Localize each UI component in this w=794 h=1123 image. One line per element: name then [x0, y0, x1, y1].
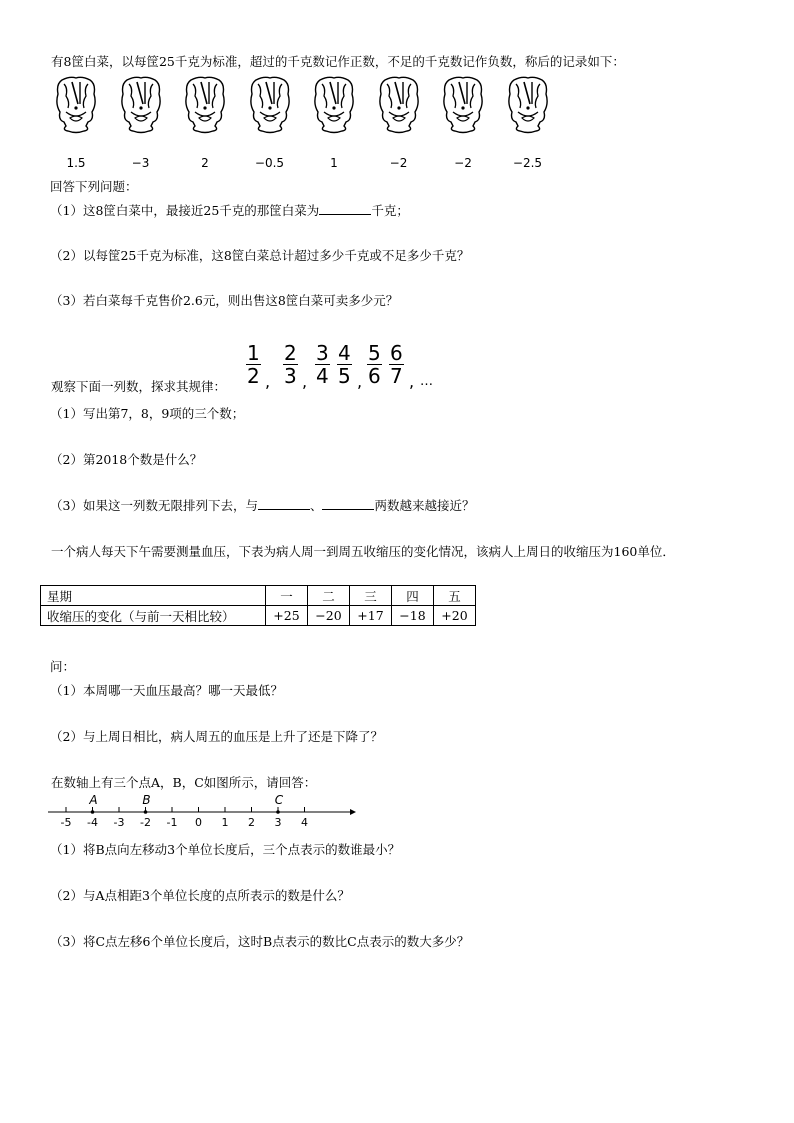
- number-line: [40, 790, 360, 830]
- fraction-2-den: 3: [284, 364, 297, 388]
- q2-sub1: （1）写出第7，8，9项的三个数；: [50, 406, 245, 421]
- fraction-4-den: 5: [338, 364, 351, 388]
- fraction-4: [337, 342, 352, 387]
- tick-label: 1: [221, 816, 229, 829]
- q4-sub3: （3）将C点左移6个单位长度后，这时B点表示的数比C点表示的数大多少？: [50, 934, 470, 949]
- table-row-label: 收缩压的变化（与前一天相比较）: [41, 606, 266, 626]
- tick-label: -3: [113, 816, 125, 829]
- fraction-5: [367, 342, 382, 387]
- comma: ,: [265, 372, 271, 391]
- cabbage-basket-icon: [310, 74, 358, 134]
- ellipsis: …: [420, 374, 433, 389]
- tick-label: 4: [301, 816, 308, 829]
- q2-intro: 观察下面一列数，探求其规律：: [51, 379, 227, 394]
- weight-record: −3: [131, 156, 150, 170]
- q3-intro: 一个病人每天下午需要测量血压，下表为病人周一到周五收缩压的变化情况，该病人上周日的收缩压为160单位．: [51, 544, 675, 559]
- table-row: [41, 606, 476, 626]
- cabbage-basket-icon: [181, 74, 229, 134]
- q3-sub1: （1）本周哪一天血压最高？哪一天最低？: [50, 683, 283, 698]
- q4-intro: 在数轴上有三个点A，B，C如图所示，请回答：: [51, 775, 317, 790]
- table-day: 四: [392, 586, 434, 606]
- table-header-row: [41, 586, 476, 606]
- point-label-a: A: [89, 793, 98, 807]
- fraction-6-den: 7: [390, 364, 403, 388]
- fraction-4-num: 4: [338, 341, 351, 365]
- table-header-label: 星期: [41, 586, 266, 606]
- tick-label: -2: [140, 816, 151, 829]
- q2-answer-blank-2[interactable]: [322, 497, 374, 510]
- q3-ask: 问：: [50, 659, 76, 674]
- fraction-3-den: 4: [316, 364, 329, 388]
- weight-record: −2: [454, 156, 472, 170]
- weight-record: 1.5: [66, 156, 86, 170]
- weight-record: −2: [389, 156, 408, 170]
- q4-sub2: （2）与A点相距3个单位长度的点所表示的数是什么？: [50, 888, 350, 903]
- q1-answer-blank[interactable]: [319, 202, 371, 215]
- fraction-1-den: 2: [247, 364, 260, 388]
- q2-sub3: [50, 496, 475, 514]
- q1-sub3: （3）若白菜每千克售价2.6元，则出售这8筐白菜可卖多少元？: [50, 293, 399, 308]
- table-change: +25: [266, 606, 308, 626]
- q3-sub2: （2）与上周日相比，病人周五的血压是上升了还是下降了？: [50, 729, 383, 744]
- q2-sub3-text-b: 两数越来越接近？: [374, 498, 475, 513]
- comma: ,: [357, 372, 363, 391]
- q1-sub1: [50, 201, 409, 219]
- number-line-arrow: [350, 809, 356, 815]
- q4-sub1: （1）将B点向左移动3个单位长度后，三个点表示的数谁最小？: [50, 842, 401, 857]
- tick-label: -5: [60, 816, 72, 829]
- fraction-5-num: 5: [368, 341, 381, 365]
- tick-label: -1: [166, 816, 178, 829]
- tick-label: 0: [195, 816, 202, 829]
- fraction-6: [389, 342, 404, 387]
- table-change: +20: [434, 606, 476, 626]
- q1-sub2: （2）以每筐25千克为标准，这8筐白菜总计超过多少千克或不足多少千克？: [50, 248, 470, 263]
- q1-intro: 有8筐白菜，以每筐25千克为标准，超过的千克数记作正数，不足的千克数记作负数，称后的记录如下：: [51, 54, 625, 69]
- table-day: 五: [434, 586, 476, 606]
- table-day: 三: [350, 586, 392, 606]
- comma: ,: [302, 372, 308, 391]
- fraction-5-den: 6: [368, 364, 381, 388]
- q1-answer-prompt: 回答下列问题：: [50, 179, 138, 194]
- comma: ,: [409, 372, 415, 391]
- cabbage-basket-icon: [439, 74, 487, 134]
- weight-record: −2.5: [512, 156, 543, 170]
- fraction-3-num: 3: [316, 341, 329, 365]
- q1-sub1-text-b: 千克；: [371, 203, 409, 218]
- point-c: [276, 810, 280, 814]
- table-day: 二: [308, 586, 350, 606]
- fraction-2: [283, 342, 298, 387]
- point-a: [91, 810, 95, 814]
- tick-label: 2: [248, 816, 255, 829]
- table-change: −18: [392, 606, 434, 626]
- blood-pressure-table: [40, 585, 476, 626]
- fraction-3: [315, 342, 330, 387]
- cabbage-basket-icon: [246, 74, 294, 134]
- cabbage-basket-icon: [504, 74, 552, 134]
- weight-record: 1: [330, 156, 338, 170]
- q2-sub3-separator: 、: [309, 498, 323, 513]
- table-day: 一: [266, 586, 308, 606]
- weight-record: 2: [201, 156, 209, 170]
- cabbage-basket-icon: [117, 74, 165, 134]
- q2-sub3-text-a: （3）如果这一列数无限排列下去，与: [50, 498, 258, 513]
- fraction-2-num: 2: [284, 341, 297, 365]
- tick-label: 3: [274, 816, 282, 829]
- weight-record: −0.5: [254, 156, 285, 170]
- table-change: +17: [350, 606, 392, 626]
- table-change: −20: [308, 606, 350, 626]
- q1-sub1-text-a: （1）这8筐白菜中，最接近25千克的那筐白菜为: [50, 203, 320, 218]
- tick-label: -4: [87, 816, 98, 829]
- point-label-b: B: [142, 793, 151, 807]
- q2-sub2: （2）第2018个数是什么？: [50, 452, 203, 467]
- cabbage-basket-icon: [375, 74, 423, 134]
- fraction-6-num: 6: [390, 341, 403, 365]
- q2-answer-blank-1[interactable]: [258, 497, 310, 510]
- fraction-1: [246, 342, 261, 387]
- fraction-1-num: 1: [247, 341, 260, 365]
- cabbage-basket-icon: [52, 74, 100, 134]
- point-b: [144, 810, 148, 814]
- point-label-c: C: [274, 793, 284, 807]
